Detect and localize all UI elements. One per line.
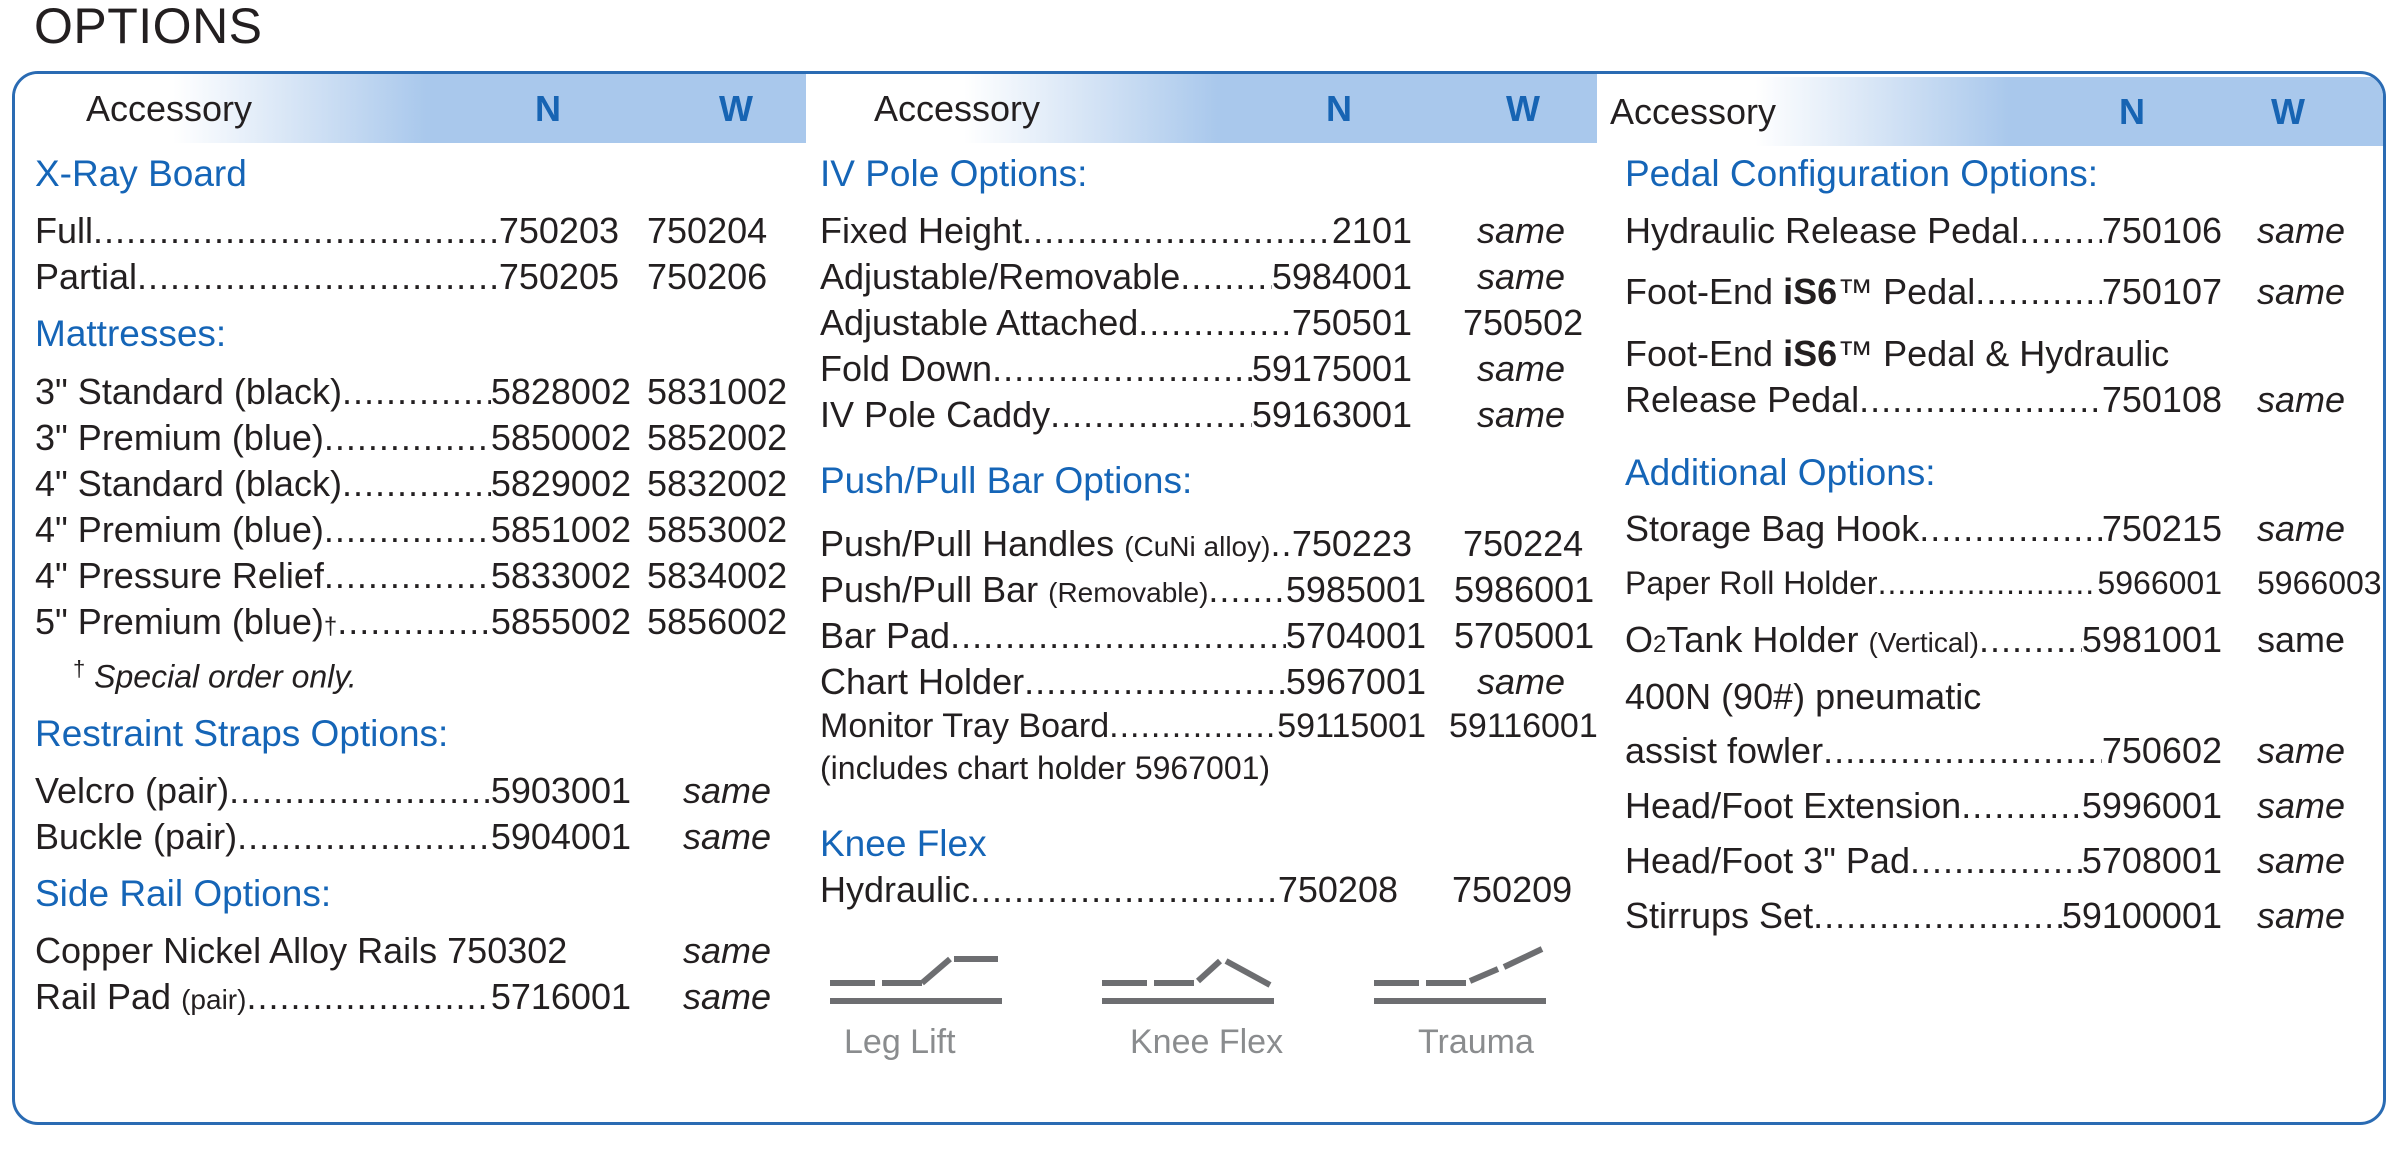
- section-title-pedal: Pedal Configuration Options:: [1625, 153, 2099, 194]
- list-item: assist fowler ..... 750602: [1625, 730, 2222, 772]
- n-header: N: [535, 88, 561, 129]
- page-title: OPTIONS: [34, 0, 263, 54]
- w-value: same: [683, 770, 772, 811]
- w-value: 5832002: [647, 463, 788, 504]
- w-value: same: [1477, 256, 1566, 297]
- accessory-header: Accessory: [86, 88, 253, 129]
- list-item: Push/Pull Bar (Removable) ..... 5985001: [820, 569, 1426, 611]
- section-title-push-pull: Push/Pull Bar Options:: [820, 460, 1193, 501]
- w-value: 5834002: [647, 555, 788, 596]
- list-item: Stirrups Set ..... 59100001: [1625, 895, 2222, 937]
- w-value: same: [1477, 348, 1566, 389]
- accessory-header: Accessory: [1610, 91, 1777, 132]
- list-item: IV Pole Caddy ..... 59163001: [820, 394, 1412, 436]
- list-item-line: Foot-End iS6™ Pedal & Hydraulic: [1625, 333, 2170, 374]
- n-header: N: [2119, 91, 2145, 132]
- list-item: Storage Bag Hook ..... 750215: [1625, 508, 2222, 550]
- w-value: 5853002: [647, 509, 788, 550]
- list-item: Rail Pad (pair) ..... 5716001: [35, 976, 631, 1018]
- trauma-diagram-icon: [1374, 955, 1546, 1007]
- w-value: 750502: [1463, 302, 1584, 343]
- diagram-label-knee-flex: Knee Flex: [1130, 1023, 1284, 1061]
- w-value: 750224: [1463, 523, 1584, 564]
- section-title-iv-pole: IV Pole Options:: [820, 153, 1088, 194]
- n-header: N: [1326, 88, 1352, 129]
- options-table: [12, 71, 2386, 1125]
- list-item: Fixed Height ..... 2101: [820, 210, 1412, 252]
- list-item-line: 400N (90#) pneumatic: [1625, 676, 1982, 717]
- list-item: 3" Standard (black) ..... 5828002: [35, 371, 631, 413]
- w-value: same: [1477, 210, 1566, 251]
- w-value: same: [683, 976, 772, 1017]
- dagger-mark: †: [323, 613, 338, 640]
- leg-lift-diagram-icon: [830, 955, 1002, 1007]
- w-value: 5986001: [1454, 569, 1595, 610]
- w-value: same: [683, 816, 772, 857]
- w-value: 750204: [647, 210, 768, 251]
- list-item: Paper Roll Holder ..... 5966001: [1625, 565, 2222, 602]
- list-item: 5" Premium (blue) † ..... 5855002: [35, 601, 631, 643]
- w-value: same: [2257, 210, 2346, 251]
- list-item: Adjustable Attached ..... 750501: [820, 302, 1412, 344]
- w-value: 750209: [1452, 869, 1573, 910]
- list-item: Push/Pull Handles (CuNi alloy) ..... 750223: [820, 523, 1412, 565]
- section-title-additional: Additional Options:: [1625, 452, 1936, 493]
- section-title-mattresses: Mattresses:: [35, 313, 227, 354]
- footnote: † Special order only.: [73, 656, 357, 695]
- w-header: W: [1506, 88, 1540, 129]
- list-item: 4" Premium (blue) ..... 5851002: [35, 509, 631, 551]
- w-value: 59116001: [1449, 707, 1598, 745]
- w-header: W: [2271, 91, 2305, 132]
- list-item: Chart Holder ..... 5967001: [820, 661, 1426, 703]
- diagram-label-trauma: Trauma: [1418, 1023, 1534, 1061]
- knee-flex-diagram-icon: [1102, 955, 1274, 1007]
- list-item: Hydraulic Release Pedal ..... 750106: [1625, 210, 2222, 252]
- w-value: same: [1477, 394, 1566, 435]
- list-item: O 2 Tank Holder (Vertical) ..... 5981001: [1625, 619, 2222, 661]
- list-item: Velcro (pair) ..... 5903001: [35, 770, 631, 812]
- list-item: 4" Pressure Relief ..... 5833002: [35, 555, 631, 597]
- list-item: Foot-End iS6 ™ Pedal ..... 750107: [1625, 271, 2222, 313]
- list-item: Copper Nickel Alloy Rails 750302: [35, 930, 568, 971]
- w-value: 5966003: [2257, 565, 2382, 601]
- section-title-straps: Restraint Straps Options:: [35, 713, 449, 754]
- column-header-3: [1597, 77, 2386, 146]
- section-title-knee-flex: Knee Flex: [820, 823, 987, 864]
- push-note: (includes chart holder 5967001): [820, 750, 1271, 786]
- list-item: Bar Pad ..... 5704001: [820, 615, 1426, 657]
- w-value: same: [2257, 730, 2346, 771]
- list-item: Hydraulic ..... 750208: [820, 869, 1398, 911]
- column-header-1: [15, 74, 806, 143]
- list-item: Head/Foot Extension ..... 5996001: [1625, 785, 2222, 827]
- w-value: same: [2257, 895, 2346, 936]
- list-item: Head/Foot 3" Pad ..... 5708001: [1625, 840, 2222, 882]
- w-value: 5831002: [647, 371, 788, 412]
- list-item: Partial ..... 750205: [35, 256, 619, 298]
- list-item: Adjustable/Removable ..... 5984001: [820, 256, 1412, 298]
- w-value: same: [1477, 661, 1566, 702]
- w-value: 5856002: [647, 601, 788, 642]
- list-item: 3" Premium (blue) ..... 5850002: [35, 417, 631, 459]
- w-value: same: [683, 930, 772, 971]
- w-value: same: [2257, 840, 2346, 881]
- w-value: same: [2257, 508, 2346, 549]
- section-title-side-rails: Side Rail Options:: [35, 873, 332, 914]
- w-header: W: [719, 88, 753, 129]
- column-header-2: [806, 74, 1597, 143]
- w-value: same: [2257, 619, 2346, 660]
- accessory-header: Accessory: [874, 88, 1041, 129]
- list-item: 4" Standard (black) ..... 5829002: [35, 463, 631, 505]
- section-title-xray: X-Ray Board: [35, 153, 247, 194]
- diagram-label-leg-lift: Leg Lift: [844, 1023, 956, 1061]
- list-item: Monitor Tray Board ..... 59115001: [820, 707, 1426, 746]
- w-value: 750206: [647, 256, 768, 297]
- list-item: Fold Down ..... 59175001: [820, 348, 1412, 390]
- w-value: same: [2257, 379, 2346, 420]
- list-item: Release Pedal ..... 750108: [1625, 379, 2222, 421]
- list-item: Buckle (pair) ..... 5904001: [35, 816, 631, 858]
- w-value: 5705001: [1454, 615, 1595, 656]
- w-value: same: [2257, 785, 2346, 826]
- w-value: 5852002: [647, 417, 788, 458]
- w-value: same: [2257, 271, 2346, 312]
- list-item: Full ..... 750203: [35, 210, 619, 252]
